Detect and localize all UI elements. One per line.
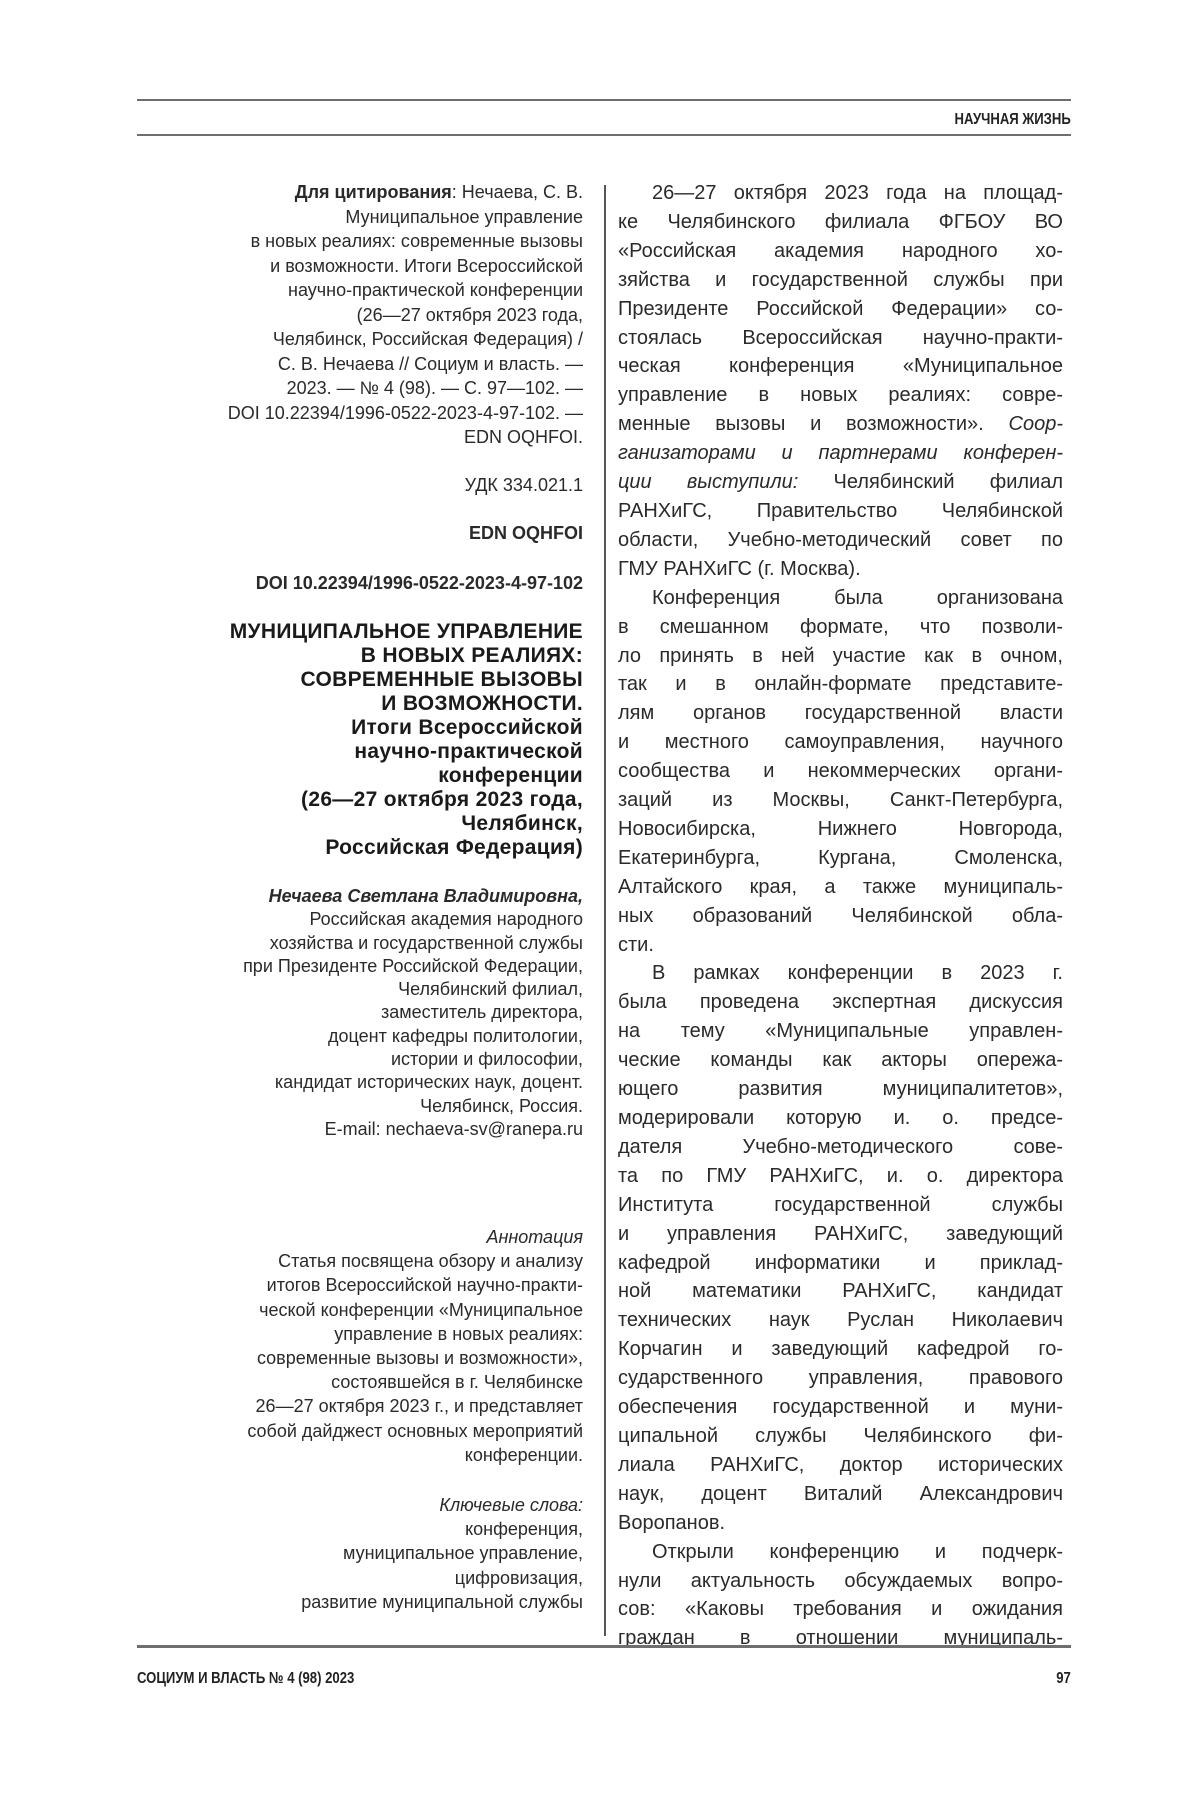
text-line: сообщества и некоммерческих органи- [618, 757, 1063, 786]
text-line: и управления РАНХиГС, заведующий [618, 1220, 1063, 1249]
text-line: DOI 10.22394/1996-0522-2023-4-97-102 [140, 571, 583, 595]
udk-code [140, 473, 583, 497]
text-line: Челябинск, Россия. [140, 1095, 583, 1118]
text-line: научно-практической [140, 740, 583, 764]
article-title [140, 620, 583, 860]
text-line: модерировали которую и. о. предсе- [618, 1104, 1063, 1133]
text-line: Статья посвящена обзору и анализу [140, 1249, 583, 1273]
text-line: итогов Всероссийской научно-практи- [140, 1273, 583, 1297]
text-line: конференции. [140, 1443, 583, 1467]
text-line: (26—27 октября 2023 года, [140, 303, 583, 328]
text-line: в смешанном формате, что позволи- [618, 613, 1063, 642]
text-line: ных образований Челябинской обла- [618, 902, 1063, 931]
keywords [140, 1493, 583, 1614]
text-line: ло принять в ней участие как в очном, [618, 642, 1063, 671]
text-line: ке Челябинского филиала ФГБОУ ВО [618, 208, 1063, 237]
edn-code [140, 521, 583, 545]
text-line: 2023. — № 4 (98). — С. 97—102. — [140, 376, 583, 401]
text-line: Челябинский филиал, [140, 978, 583, 1001]
citation-block [140, 180, 583, 450]
text-line: ческие команды как акторы опережа- [618, 1046, 1063, 1075]
text-line: (26—27 октября 2023 года, [140, 788, 583, 812]
text-segment: Соор- [1009, 413, 1063, 435]
body-text-column [618, 179, 1063, 1653]
text-line: сти. [618, 931, 1063, 960]
author-info [140, 885, 583, 1141]
header-rule-bottom [137, 134, 1071, 136]
text-segment: Для цитирования [295, 182, 452, 202]
text-line: дателя Учебно-методического сове- [618, 1133, 1063, 1162]
text-line: управление в новых реалиях: [140, 1322, 583, 1346]
text-line [140, 1493, 583, 1517]
text-line: зяйства и государственной службы при [618, 266, 1063, 295]
text-line: доцент кафедры политологии, [140, 1025, 583, 1048]
journal-issue: СОЦИУМ И ВЛАСТЬ № 4 (98) 2023 [137, 1670, 354, 1688]
text-line: граждан в отношении муниципаль- [618, 1624, 1063, 1653]
text-line: заций из Москвы, Санкт-Петербурга, [618, 786, 1063, 815]
text-line: области, Учебно-методический совет по [618, 526, 1063, 555]
text-line: управление в новых реалиях: совре- [618, 381, 1063, 410]
text-line: кафедрой информатики и приклад- [618, 1249, 1063, 1278]
doi-code [140, 571, 583, 595]
text-segment: Нечаева Светлана Владимировна, [269, 886, 583, 906]
text-line [618, 439, 1063, 468]
text-line: Екатеринбурга, Кургана, Смоленска, [618, 844, 1063, 873]
text-line: Алтайского края, а также муниципаль- [618, 873, 1063, 902]
text-line: состоявшейся в г. Челябинске [140, 1370, 583, 1394]
header-rule-top [137, 99, 1071, 101]
text-line: Итоги Всероссийской [140, 716, 583, 740]
text-line: РАНХиГС, Правительство Челябинской [618, 497, 1063, 526]
text-line: наук, доцент Виталий Александрович [618, 1480, 1063, 1509]
text-line: «Российская академия народного хо- [618, 237, 1063, 266]
footer-rule [137, 1645, 1071, 1648]
text-line: и возможности. Итоги Всероссийской [140, 254, 583, 279]
text-line [140, 1225, 583, 1249]
text-segment: Челябинский филиал [798, 471, 1063, 493]
text-line: научно-практической конференции [140, 278, 583, 303]
text-line: конференции [140, 764, 583, 788]
paragraph [618, 959, 1063, 1537]
section-title: НАУЧНАЯ ЖИЗНЬ [955, 111, 1071, 129]
text-line: Новосибирска, Нижнего Новгорода, [618, 815, 1063, 844]
text-line: Челябинск, [140, 812, 583, 836]
text-line: при Президенте Российской Федерации, [140, 955, 583, 978]
text-line: МУНИЦИПАЛЬНОЕ УПРАВЛЕНИЕ [140, 620, 583, 644]
text-line: технических наук Руслан Николаевич [618, 1306, 1063, 1335]
text-line [140, 180, 583, 205]
text-line: УДК 334.021.1 [140, 473, 583, 497]
text-segment: : Нечаева, С. В. [452, 182, 583, 202]
paragraph [618, 179, 1063, 584]
text-line: EDN OQHFOI. [140, 425, 583, 450]
text-line: ческой конференции «Муниципальное [140, 1298, 583, 1322]
text-line: ципальной службы Челябинского фи- [618, 1422, 1063, 1451]
text-line: Российская академия народного [140, 908, 583, 931]
text-line: заместитель директора, [140, 1001, 583, 1024]
text-line: развитие муниципальной службы [140, 1590, 583, 1614]
text-line: В НОВЫХ РЕАЛИЯХ: [140, 644, 583, 668]
text-line: была проведена экспертная дискуссия [618, 988, 1063, 1017]
page-number: 97 [1056, 1670, 1071, 1688]
text-line: 26—27 октября 2023 г., и представляет [140, 1394, 583, 1418]
text-line: хозяйства и государственной службы [140, 932, 583, 955]
text-line: С. В. Нечаева // Социум и власть. — [140, 352, 583, 377]
text-line [140, 885, 583, 908]
text-segment: Аннотация [486, 1227, 583, 1247]
text-line: конференция, [140, 1517, 583, 1541]
text-line: И ВОЗМОЖНОСТИ. [140, 692, 583, 716]
text-line: Открыли конференцию и подчерк- [618, 1538, 1063, 1567]
text-line: на тему «Муниципальные управлен- [618, 1017, 1063, 1046]
text-line: истории и философии, [140, 1048, 583, 1071]
text-line: E-mail: nechaeva-sv@ranepa.ru [140, 1118, 583, 1141]
text-segment: ганизаторами и партнерами конферен- [618, 442, 1063, 464]
text-line: обеспечения государственной и муни- [618, 1393, 1063, 1422]
text-line: та по ГМУ РАНХиГС, и. о. директора [618, 1162, 1063, 1191]
text-line: Российская Федерация) [140, 836, 583, 860]
text-line: Президенте Российской Федерации» со- [618, 295, 1063, 324]
text-segment: менные вызовы и возможности». [618, 413, 1009, 435]
paragraph [618, 1538, 1063, 1654]
text-line: Муниципальное управление [140, 205, 583, 230]
paragraph [618, 584, 1063, 960]
text-line: кандидат исторических наук, доцент. [140, 1071, 583, 1094]
abstract [140, 1225, 583, 1467]
text-line: ющего развития муниципалитетов», [618, 1075, 1063, 1104]
text-line: так и в онлайн-формате представите- [618, 670, 1063, 699]
text-line: ческая конференция «Муниципальное [618, 352, 1063, 381]
text-line: Корчагин и заведующий кафедрой го- [618, 1335, 1063, 1364]
text-segment: Ключевые слова: [439, 1495, 583, 1515]
text-line: Челябинск, Российская Федерация) / [140, 327, 583, 352]
text-line: стоялась Всероссийская научно-практи- [618, 324, 1063, 353]
text-line: Воропанов. [618, 1509, 1063, 1538]
text-line [618, 410, 1063, 439]
text-line: 26—27 октября 2023 года на площад- [618, 179, 1063, 208]
text-line: Института государственной службы [618, 1191, 1063, 1220]
column-divider [604, 185, 606, 1636]
text-line: Конференция была организована [618, 584, 1063, 613]
text-line: цифровизация, [140, 1566, 583, 1590]
text-line: современные вызовы и возможности», [140, 1346, 583, 1370]
text-line: нули актуальность обсуждаемых вопро- [618, 1567, 1063, 1596]
text-line: муниципальное управление, [140, 1541, 583, 1565]
text-line: DOI 10.22394/1996-0522-2023-4-97-102. — [140, 401, 583, 426]
text-line: сударственного управления, правового [618, 1364, 1063, 1393]
text-line: сов: «Каковы требования и ожидания [618, 1595, 1063, 1624]
text-line: ГМУ РАНХиГС (г. Москва). [618, 555, 1063, 584]
text-segment: ции выступили: [618, 471, 798, 493]
text-line [618, 468, 1063, 497]
text-line: ной математики РАНХиГС, кандидат [618, 1277, 1063, 1306]
text-line: в новых реалиях: современные вызовы [140, 229, 583, 254]
text-line: лям органов государственной власти [618, 699, 1063, 728]
text-line: лиала РАНХиГС, доктор исторических [618, 1451, 1063, 1480]
text-line: СОВРЕМЕННЫЕ ВЫЗОВЫ [140, 668, 583, 692]
text-line: собой дайджест основных мероприятий [140, 1419, 583, 1443]
text-line: В рамках конференции в 2023 г. [618, 959, 1063, 988]
text-line: EDN OQHFOI [140, 521, 583, 545]
text-line: и местного самоуправления, научного [618, 728, 1063, 757]
